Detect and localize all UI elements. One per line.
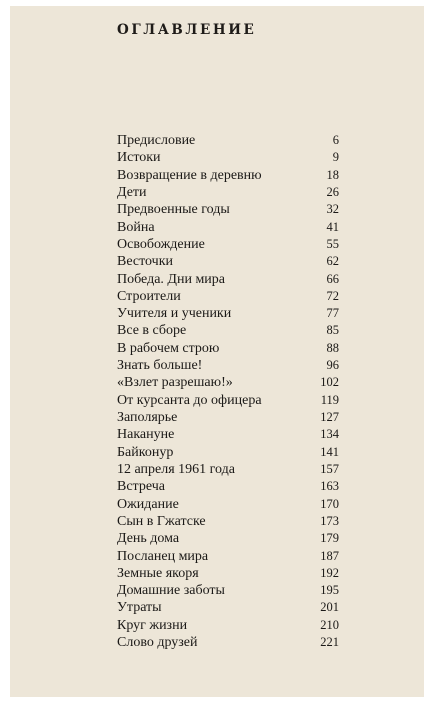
toc-entry-title: Круг жизни [117, 617, 188, 633]
toc-entry [117, 634, 339, 651]
toc-entry-page-number: 26 [326, 184, 339, 199]
toc-entry-page-number: 192 [320, 565, 339, 580]
toc-entry-title: Утраты [117, 600, 162, 616]
toc-entry [117, 271, 339, 288]
toc-entry [117, 496, 339, 513]
toc-entry-title: Предисловие [117, 133, 196, 148]
toc-entry [117, 513, 339, 530]
toc-entry [117, 582, 339, 599]
toc-entry-title: Слово друзей [117, 635, 198, 651]
toc-entry-title: Байконур [117, 444, 174, 460]
toc-entry-title: Заполярье [117, 410, 178, 425]
toc-entry-page-number: 85 [326, 323, 339, 338]
toc-entry [117, 374, 339, 391]
toc-entry-title: Война [117, 219, 155, 235]
toc-entry [117, 236, 339, 253]
toc-entry [117, 565, 339, 582]
toc-entry [117, 149, 339, 166]
toc-entry-page-number: 157 [320, 461, 339, 476]
toc-entry-page-number: 96 [326, 358, 339, 373]
toc-entry-page-number: 102 [320, 375, 339, 390]
toc-entry [117, 167, 339, 184]
toc-entry [117, 444, 339, 461]
table-of-contents [117, 132, 339, 651]
toc-entry-title: Весточки [117, 254, 174, 270]
toc-entry-page-number: 18 [326, 167, 339, 182]
toc-entry [117, 288, 339, 305]
toc-entry-page-number: 173 [320, 513, 339, 528]
toc-entry [117, 599, 339, 616]
toc-entry-page-number: 32 [326, 202, 339, 217]
toc-entry-title: 12 апреля 1961 года [117, 461, 235, 477]
toc-entry-page-number: 163 [320, 479, 339, 494]
toc-entry [117, 132, 339, 149]
toc-entry-title: От курсанта до офицера [117, 392, 262, 408]
toc-entry [117, 426, 339, 443]
toc-entry-title: Учителя и ученики [117, 306, 232, 322]
toc-entry-page-number: 210 [320, 617, 339, 632]
toc-entry [117, 219, 339, 236]
toc-entry [117, 548, 339, 565]
toc-entry-title: Посланец мира [117, 548, 209, 564]
toc-entry [117, 184, 339, 201]
toc-entry-title: Все в сборе [117, 323, 187, 339]
toc-entry [117, 478, 339, 495]
toc-entry-page-number: 6 [332, 133, 339, 147]
page-title: ОГЛАВЛЕНИЕ [117, 22, 257, 38]
toc-entry-page-number: 134 [320, 427, 339, 442]
toc-entry-page-number: 41 [326, 219, 339, 234]
toc-entry-title: Домашние заботы [117, 583, 225, 599]
toc-entry-title: Дети [117, 184, 147, 200]
toc-entry-page-number: 127 [320, 410, 339, 424]
toc-entry-title: Встреча [117, 479, 165, 495]
book-page [10, 6, 424, 697]
toc-entry-page-number: 201 [320, 600, 339, 615]
toc-entry-title: Освобождение [117, 236, 205, 252]
toc-entry [117, 409, 339, 426]
toc-entry-title: «Взлет разрешаю!» [117, 375, 233, 391]
toc-entry-title: Строители [117, 288, 181, 304]
toc-entry-page-number: 170 [320, 496, 339, 511]
toc-entry-title: В рабочем строю [117, 340, 220, 356]
toc-entry [117, 357, 339, 374]
toc-entry-page-number: 141 [320, 444, 339, 459]
toc-entry-title: Сын в Гжатске [117, 513, 206, 529]
toc-entry [117, 340, 339, 357]
toc-entry-title: Ожидание [117, 496, 179, 512]
toc-entry-page-number: 119 [320, 392, 339, 407]
toc-entry-title: Знать больше! [117, 358, 203, 374]
toc-entry [117, 253, 339, 270]
toc-entry [117, 322, 339, 339]
toc-entry-page-number: 221 [320, 635, 339, 650]
toc-entry-title: День дома [117, 531, 180, 547]
toc-entry [117, 392, 339, 409]
toc-entry [117, 530, 339, 547]
toc-entry-page-number: 55 [326, 236, 339, 251]
toc-entry [117, 461, 339, 478]
toc-entry-title: Истоки [117, 150, 161, 166]
toc-entry-title: Земные якоря [117, 565, 199, 581]
toc-entry-page-number: 66 [326, 271, 339, 286]
toc-entry-page-number: 77 [326, 306, 339, 321]
toc-entry-page-number: 62 [326, 254, 339, 269]
toc-entry [117, 201, 339, 218]
toc-entry-page-number: 187 [320, 548, 339, 563]
toc-entry [117, 305, 339, 322]
toc-entry-page-number: 72 [326, 288, 339, 303]
toc-entry-title: Накануне [117, 427, 175, 443]
toc-entry-page-number: 195 [320, 583, 339, 598]
toc-entry [117, 617, 339, 634]
toc-entry-page-number: 88 [326, 340, 339, 355]
toc-entry-title: Возвращение в деревню [117, 167, 262, 183]
toc-entry-page-number: 9 [332, 150, 339, 165]
toc-entry-title: Предвоенные годы [117, 202, 230, 218]
toc-entry-page-number: 179 [320, 531, 339, 546]
toc-entry-title: Победа. Дни мира [117, 271, 226, 287]
